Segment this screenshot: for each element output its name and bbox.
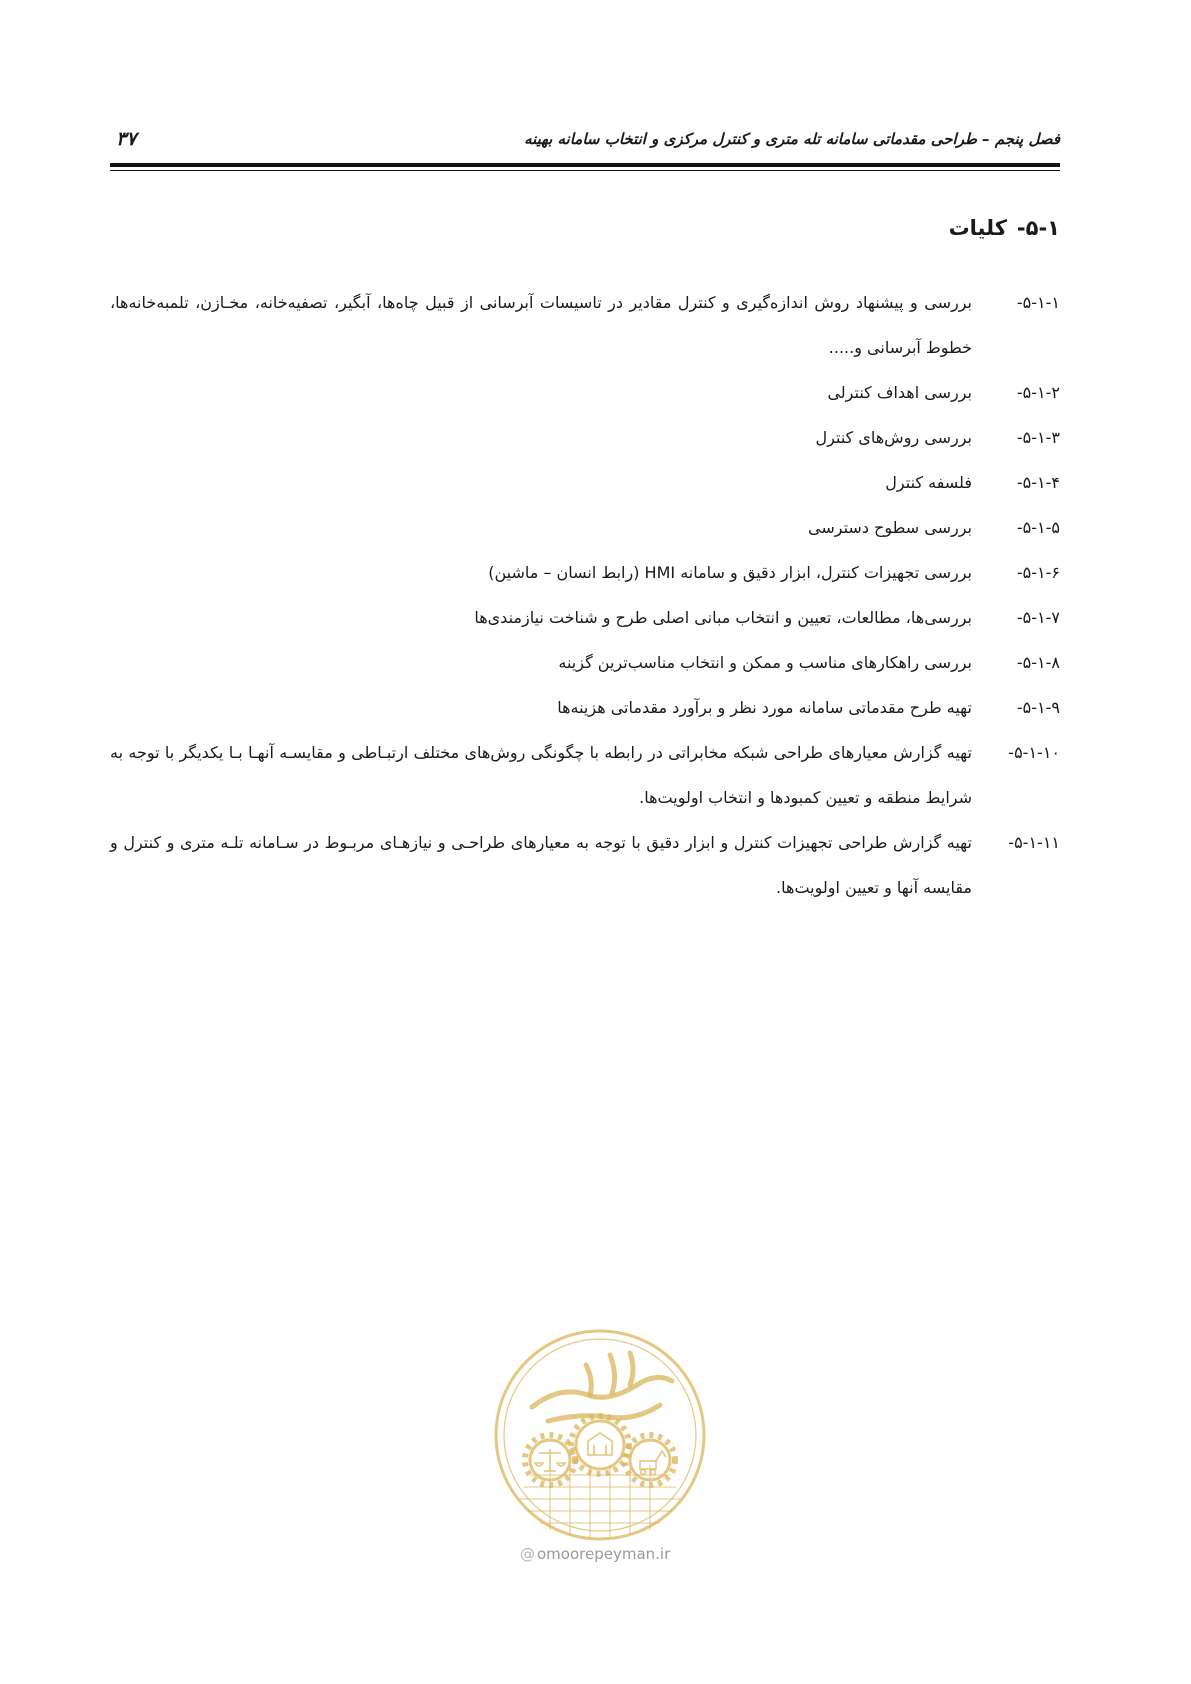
list-item [110,370,1060,415]
item-number: ۵-۱-۳- [1016,428,1060,447]
item-text: بررسی تجهیزات کنترل، ابزار دقیق و سامانه HMI (رابط انسان – ماشین) [488,563,972,582]
item-number: ۵-۱-۱- [1016,293,1060,312]
item-text: بررسی اهداف کنترلی [827,383,972,402]
page-number: ۳۷ [116,128,137,150]
item-text: تهیه گزارش طراحی تجهیزات کنترل و ابزار دقیق با توجه به معیارهای طراحـی و نیازهـای مربـوط در سـامانه تلـه متری و کنترل و مقایسه آنها و تعیین اولویت‌ها. [110,833,972,897]
chapter-title: فصل پنجم – طراحی مقدماتی سامانه تله متری و کنترل مرکزی و انتخاب سامانه بهینه [524,130,1060,148]
section-number: ۵-۱- [1016,216,1060,240]
item-text: بررسی‌ها، مطالعات، تعیین و انتخاب مبانی اصلی طرح و شناخت نیازمندی‌ها [474,608,972,627]
item-number: ۵-۱-۹- [1016,698,1060,717]
list-item [110,460,1060,505]
item-number: ۵-۱-۶- [1016,563,1060,582]
watermark-caption [520,1545,720,1563]
item-text: بررسی سطوح دسترسی [808,518,972,537]
list-item [110,505,1060,550]
item-number: ۵-۱-۴- [1016,473,1060,492]
item-text: بررسی و پیشنهاد روش اندازه‌گیری و کنترل مقادیر در تاسیسات آبرسانی از قبیل چاه‌ها، آبگیر، تصفیه‌خانه، مخـازن، تلمبه‌خانه‌ها، خطوط آبرسانی و..... [110,293,972,357]
watermark-seal-logo [490,1325,710,1545]
list-item [110,595,1060,640]
list-item [110,640,1060,685]
item-number: ۵-۱-۷- [1016,608,1060,627]
item-text: تهیه طرح مقدماتی سامانه مورد نظر و برآورد مقدماتی هزینه‌ها [557,698,972,717]
watermark-caption-text: omoorepeyman.ir [537,1545,671,1563]
list-item [110,415,1060,460]
at-icon: @ [520,1545,535,1563]
item-number: ۵-۱-۵- [1016,518,1060,537]
list-item [110,685,1060,730]
item-number: ۵-۱-۸- [1016,653,1060,672]
item-text: بررسی راهکارهای مناسب و ممکن و انتخاب مناسب‌ترین گزینه [558,653,972,672]
item-text: بررسی روش‌های کنترل [815,428,972,447]
item-number: ۵-۱-۲- [1016,383,1060,402]
list-item [110,820,1060,910]
list-item [110,550,1060,595]
item-list [110,280,1060,910]
page-header [110,126,1060,166]
item-number: ۵-۱-۱۰- [1008,743,1060,762]
list-item [110,280,1060,370]
list-item [110,730,1060,820]
item-number: ۵-۱-۱۱- [1008,833,1060,852]
section-title: کلیات [948,216,1007,240]
item-text: فلسفه کنترل [885,473,972,492]
header-rule-thin [110,170,1060,171]
header-rule-thick [110,163,1060,167]
section-heading [949,216,1060,240]
item-text: تهیه گزارش معیارهای طراحی شبکه مخابراتی در رابطه با چگونگی روش‌های مختلف ارتبـاطی و مقایسـه آنهـا بـا یکدیگر با توجه به شرایط منطقه و تعیین کمبودها و انتخاب اولویت‌ها. [110,743,972,807]
